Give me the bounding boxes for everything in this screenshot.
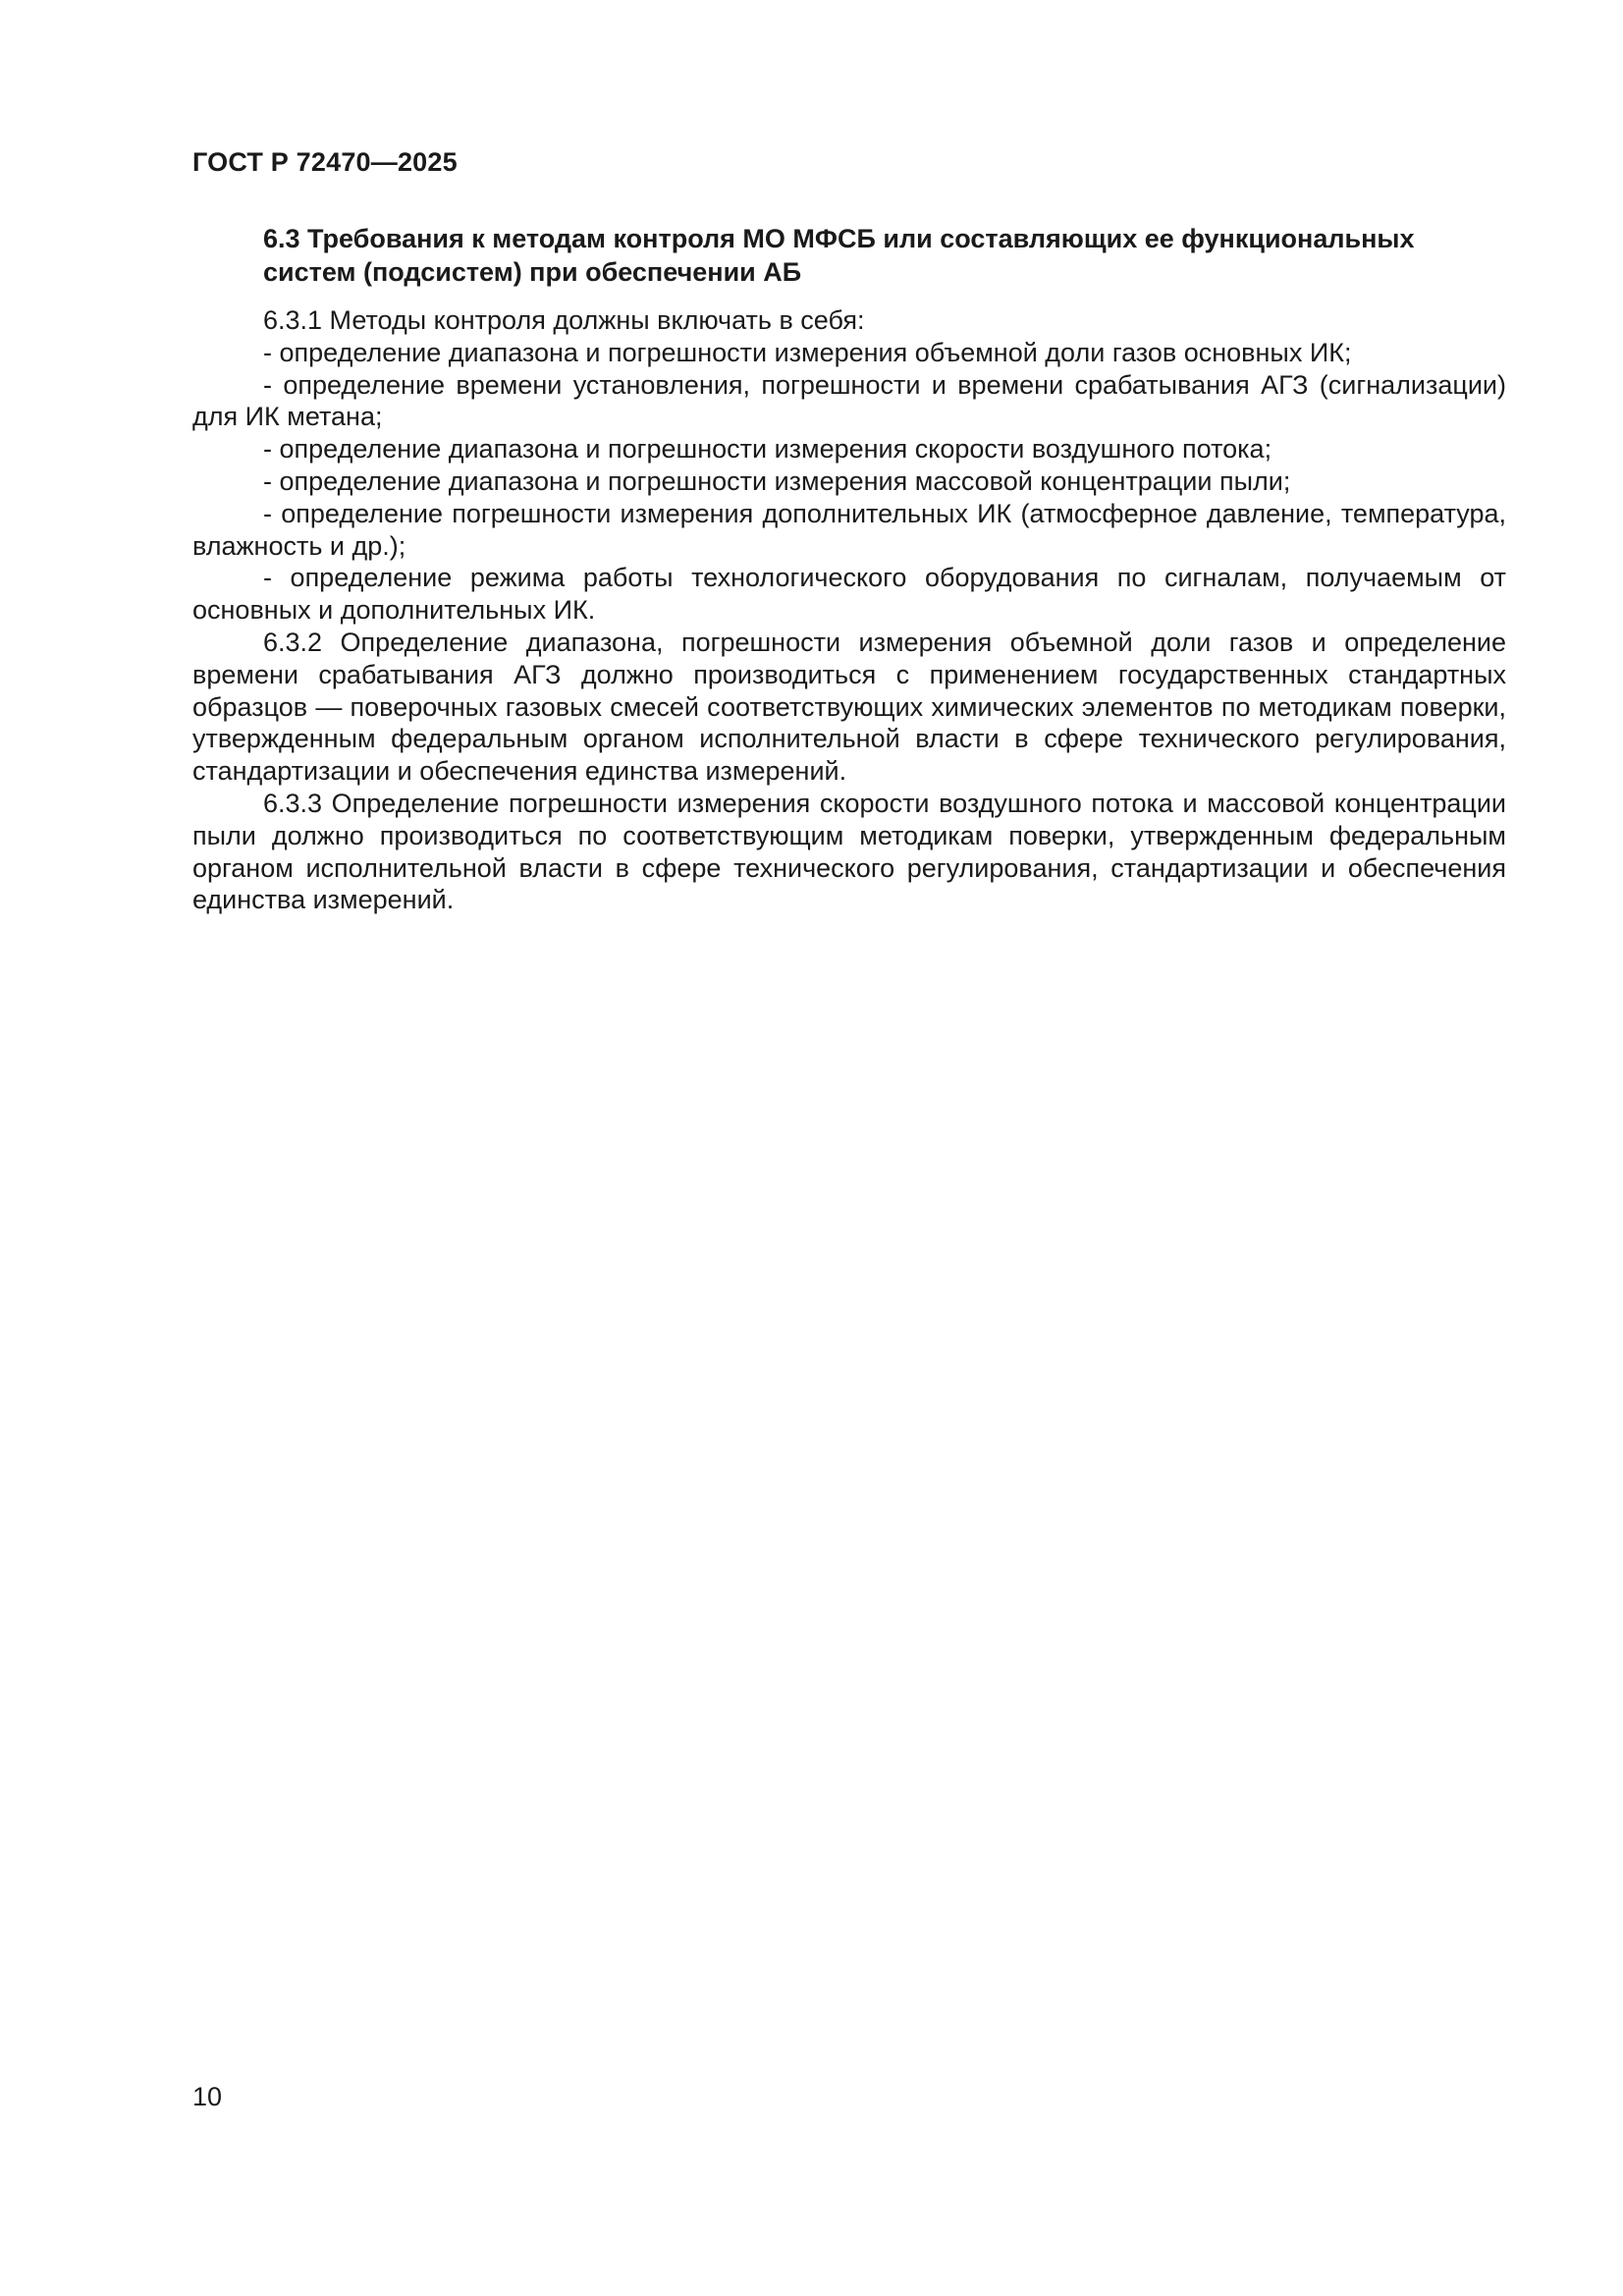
paragraph-6-3-3: 6.3.3 Определение погрешности измерения скорости воздушного потока и массовой концентрации пыли должно производиться по соответствующим методикам поверки, утвержденным федеральным органом исполнительной власти в сфере технического регулирования, стандартизации и обеспечения единства измерений. xyxy=(192,788,1506,915)
section-title: 6.3 Требования к методам контроля МО МФСБ или составляющих ее функциональных систем (подсистем) при обеспечении АБ xyxy=(263,224,1415,287)
list-item: - определение диапазона и погрешности измерения объемной доли газов основных ИК; xyxy=(263,337,1352,367)
list-item: - определение режима работы технологического оборудования по сигналам, получаемым от основных и дополнительных ИК. xyxy=(192,563,1506,626)
list-item: - определение диапазона и погрешности измерения скорости воздушного потока; xyxy=(263,434,1272,465)
paragraph-6-3-1: 6.3.1 Методы контроля должны включать в себя: xyxy=(263,305,865,335)
page-number: 10 xyxy=(192,2082,223,2111)
list-item: - определение диапазона и погрешности измерения массовой концентрации пыли; xyxy=(263,465,1291,496)
document-code: ГОСТ Р 72470—2025 xyxy=(192,147,458,177)
list-item: - определение погрешности измерения дополнительных ИК (атмосферное давление, температура, влажность и др.); xyxy=(192,498,1506,561)
paragraph-6-3-2: 6.3.2 Определение диапазона, погрешности измерения объемной доли газов и определение времени срабатывания АГЗ должно производиться с применением государственных стандартных образцов — поверочных газовых смесей соответствующих химических элементов по методикам поверки, утвержденным федеральным органом исполнительной власти в сфере технического регулирования, стандартизации и обеспечения единства измерений. xyxy=(192,627,1506,787)
section-body xyxy=(192,304,1506,916)
list-item: - определение времени установления, погрешности и времени срабатывания АГЗ (сигнализации) для ИК метана; xyxy=(192,369,1506,432)
